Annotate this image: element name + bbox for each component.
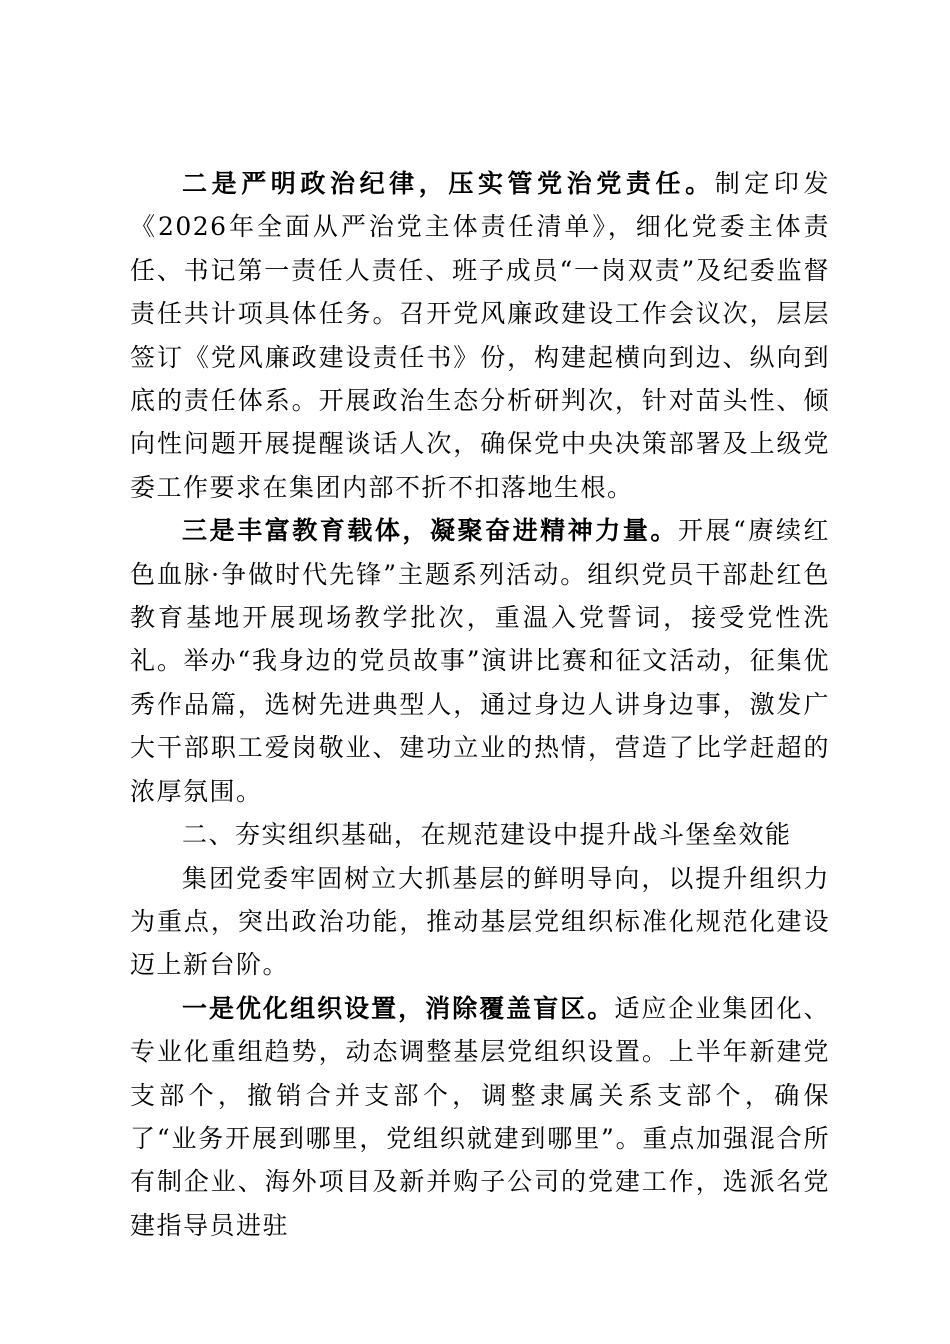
- document-page: [130, 162, 830, 1247]
- paragraph-body: 开展“赓续红色血脉·争做时代先锋”主题系列活动。组织党员干部赴红色教育基地开展现场教学批次，重温入党誓词，接受党性洗礼。举办“我身边的党员故事”演讲比赛和征文活动，征集优秀作品篇，选树先进典型人，通过身边人讲身边事，激发广大干部职工爱岗敬业、建功立业的热情，营造了比学赶超的浓厚氛围。: [130, 516, 830, 806]
- paragraph-lead: 二是严明政治纪律，压实管党治党责任。: [182, 169, 715, 198]
- paragraph-body: 制定印发《2026年全面从严治党主体责任清单》，细化党委主体责任、书记第一责任人责任、班子成员“一岗双责”及纪委监督责任共计项具体任务。召开党风廉政建设工作会议次，层层签订《党风廉政建设责任书》份，构建起横向到边、纵向到底的责任体系。开展政治生态分析研判次，针对苗头性、倾向性问题开展提醒谈话人次，确保党中央决策部署及上级党委工作要求在集团内部不折不扣落地生根。: [130, 169, 830, 502]
- paragraph-lead: 三是丰富教育载体，凝聚奋进精神力量。: [182, 516, 678, 546]
- section-heading: 二、夯实组织基础，在规范建设中提升战斗堡垒效能: [182, 820, 792, 850]
- paragraph-lead: 一是优化组织设置，消除覆盖盲区。: [182, 993, 615, 1023]
- paragraph-organization-setup: [130, 987, 830, 1247]
- paragraph-education-carrier: [130, 509, 830, 813]
- paragraph-political-discipline: [130, 162, 830, 509]
- section-intro: 集团党委牢固树立大抓基层的鲜明导向，以提升组织力为重点，突出政治功能，推动基层党组织标准化规范化建设迈上新台阶。: [130, 863, 830, 980]
- paragraph-body: 适应企业集团化、专业化重组趋势，动态调整基层党组织设置。上半年新建党支部个，撤销合并支部个，调整隶属关系支部个，确保了“业务开展到哪里，党组织就建到哪里”。重点加强混合所有制企业、海外项目及新并购子公司的党建工作，选派名党建指导员进驻: [130, 993, 830, 1240]
